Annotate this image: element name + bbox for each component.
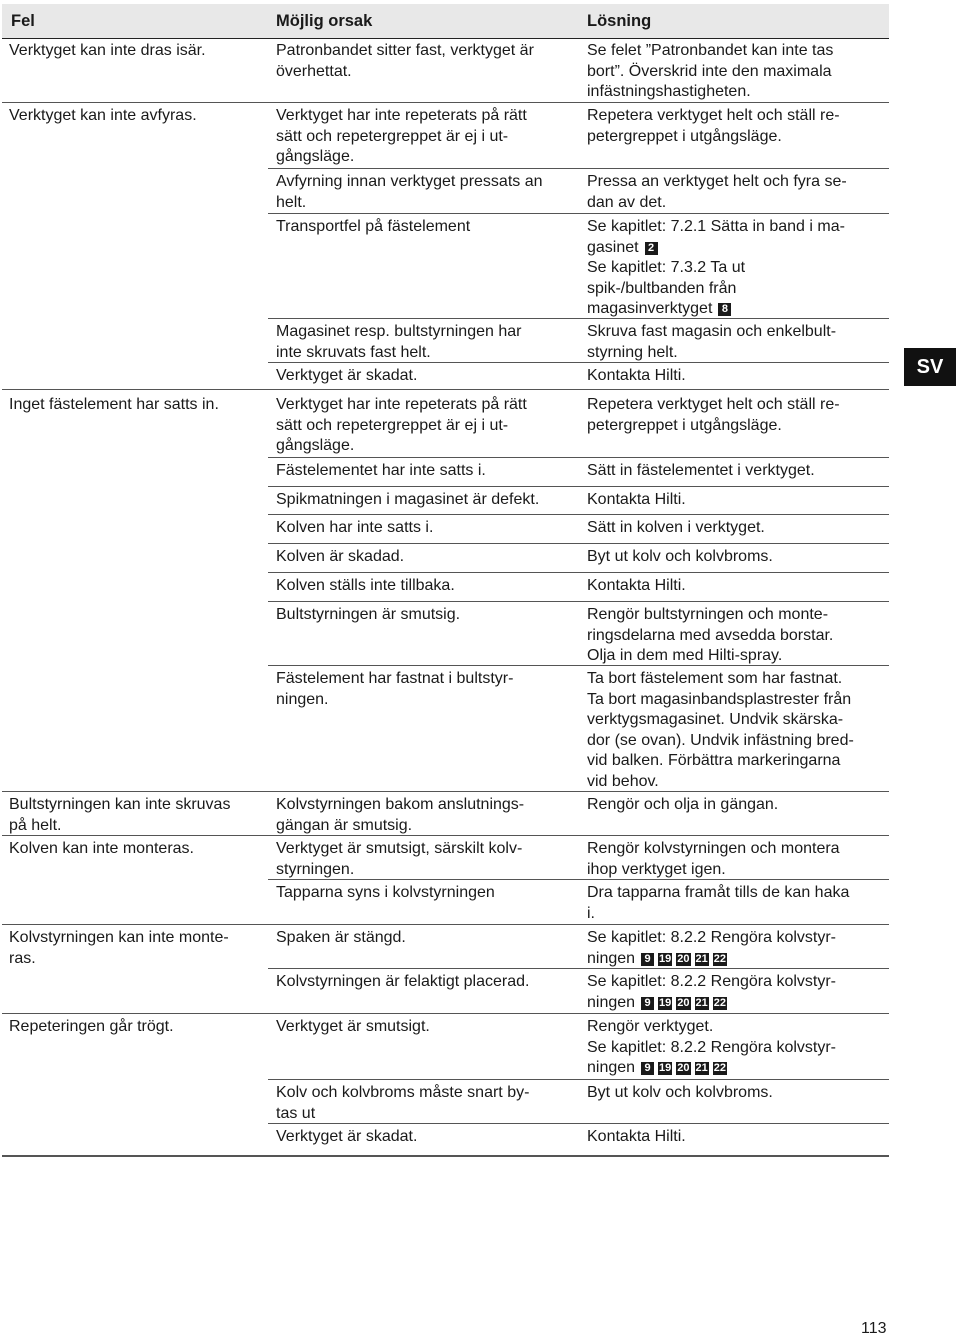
cause-text-line: helt.: [276, 193, 307, 211]
solution-text-line: Sätt in kolven i verktyget.: [587, 519, 765, 536]
cause-cell: [276, 1017, 430, 1038]
cause-cell: [276, 322, 521, 363]
cause-cell: [276, 928, 406, 949]
figure-reference-badge: 22: [713, 996, 727, 1009]
cause-text-line: gängan är smutsig.: [276, 816, 413, 834]
row-divider: [268, 572, 889, 573]
figure-reference-badge: 22: [713, 952, 727, 965]
solution-text-line: petergreppet i utgångsläge.: [587, 127, 782, 145]
solution-text-line: dan av det.: [587, 193, 667, 211]
cause-text-line: Avfyrning innan verktyget pressats an: [276, 173, 543, 190]
cause-text-line: styrningen.: [276, 860, 355, 878]
solution-text-line: Dra tapparna framåt tills de kan haka: [587, 884, 850, 901]
solution-cell: [587, 605, 833, 667]
cause-cell: [276, 669, 513, 710]
cause-text-line: Patronbandet sitter fast, verktyget är: [276, 42, 534, 59]
cause-cell: [276, 839, 522, 880]
fault-cell: [9, 1017, 174, 1038]
solution-text-line: ihop verktyget igen.: [587, 860, 726, 878]
cause-cell: [276, 461, 486, 482]
figure-reference-badge: 20: [677, 1062, 690, 1074]
solution-text-line: i.: [587, 904, 595, 922]
solution-text-line: Pressa an verktyget helt och fyra se-: [587, 173, 847, 190]
cause-text-line: Fästelementet har inte satts i.: [276, 462, 486, 479]
fault-text-line: Bultstyrningen kan inte skruvas: [9, 796, 231, 813]
fault-text-line: på helt.: [9, 816, 62, 834]
cause-text-line: Kolven har inte satts i.: [276, 519, 434, 536]
solution-text-line: Byt ut kolv och kolvbroms.: [587, 548, 773, 565]
cause-text-line: Verktyget är skadat.: [276, 367, 418, 384]
cause-cell: [276, 217, 470, 238]
solution-cell: [587, 518, 765, 539]
solution-cell: [587, 1017, 836, 1079]
cause-cell: [276, 395, 527, 457]
cause-cell: [276, 172, 543, 213]
cause-text-line: Magasinet resp. bultstyrningen har: [276, 323, 522, 340]
cause-cell: [276, 795, 524, 836]
row-divider: [268, 457, 889, 458]
solution-text-line: Rengör och olja in gängan.: [587, 796, 779, 813]
cause-cell: [276, 106, 527, 168]
cause-text-line: ningen.: [276, 690, 329, 708]
solution-text-line: Repetera verktyget helt och ställ re-: [587, 107, 840, 124]
fault-cell: [9, 839, 194, 860]
figure-reference-badge: 8: [718, 303, 731, 316]
fault-text-line: ras.: [9, 949, 36, 967]
solution-text-line: vid behov.: [587, 772, 659, 790]
cause-text-line: överhettat.: [276, 62, 352, 80]
figure-reference-badge: 9: [641, 1062, 654, 1075]
cause-text-line: Kolvstyrningen är felaktigt placerad.: [276, 973, 530, 990]
solution-text-line: spik-/bultbanden från: [587, 279, 737, 297]
header-cause: Möjlig orsak: [276, 12, 373, 30]
solution-text-line: styrning helt.: [587, 343, 678, 361]
solution-text-line: verktygsmagasinet. Undvik skärska-: [587, 711, 844, 728]
solution-cell: [587, 172, 847, 213]
solution-text-line: petergreppet i utgångsläge.: [587, 416, 782, 434]
figure-reference-badge: 21: [695, 996, 708, 1009]
solution-text-line: Repetera verktyget helt och ställ re-: [587, 396, 840, 413]
figure-reference-badge: 9: [641, 997, 654, 1010]
solution-text-line: Se kapitlet: 8.2.2 Rengöra kolvstyr-: [587, 1038, 837, 1056]
solution-text-line: Ta bort fästelement som har fastnat.: [587, 670, 843, 687]
language-tab: SV: [904, 348, 956, 386]
cause-text-line: gångsläge.: [276, 437, 355, 454]
row-divider: [2, 389, 889, 390]
cause-cell: [276, 576, 455, 597]
fault-text-line: Repeteringen går trögt.: [9, 1018, 174, 1035]
row-divider: [268, 168, 889, 169]
fault-text-line: Inget fästelement har satts in.: [9, 396, 219, 413]
cause-text-line: Verktyget är skadat.: [276, 1128, 418, 1145]
row-divider: [268, 486, 889, 487]
figure-reference-badge: 19: [659, 952, 672, 965]
solution-text-line: ningen 9 19 20 21 22: [587, 949, 727, 967]
solution-cell: [587, 928, 836, 969]
cause-text-line: Spaken är stängd.: [276, 929, 406, 946]
solution-cell: [587, 106, 840, 147]
cause-text-line: Verktyget är smutsigt.: [276, 1018, 430, 1035]
figure-reference-badge: 19: [659, 1062, 672, 1074]
solution-text-line: ningen 9 19 20 21 22: [587, 993, 727, 1011]
cause-text-line: inte skruvats fast helt.: [276, 343, 431, 361]
solution-text-line: bort”. Överskrid inte den maximala: [587, 62, 832, 80]
solution-text-line: dor (se ovan). Undvik infästning bred-: [587, 731, 854, 749]
cause-text-line: Fästelement har fastnat i bultstyr-: [276, 670, 514, 687]
solution-cell: [587, 41, 833, 103]
solution-text-line: Kontakta Hilti.: [587, 491, 686, 508]
cause-text-line: Tapparna syns i kolvstyrningen: [276, 884, 495, 901]
figure-reference-badge: 20: [677, 996, 690, 1009]
solution-cell: [587, 839, 840, 880]
solution-cell: [587, 395, 840, 436]
solution-text-line: Se felet ”Patronbandet kan inte tas: [587, 42, 834, 59]
cause-text-line: gångsläge.: [276, 148, 355, 165]
row-divider: [268, 543, 889, 544]
cause-cell: [276, 972, 529, 993]
cause-cell: [276, 366, 417, 387]
figure-reference-badge: 2: [645, 242, 658, 255]
row-divider: [268, 601, 889, 602]
row-divider: [2, 1155, 889, 1157]
solution-cell: [587, 547, 773, 568]
cause-cell: [276, 1083, 529, 1124]
cause-cell: [276, 547, 404, 568]
solution-text-line: vid balken. Förbättra markeringarna: [587, 752, 841, 769]
header-fault: Fel: [11, 12, 35, 30]
solution-text-line: Rengör verktyget.: [587, 1018, 714, 1035]
figure-reference-badge: 21: [695, 952, 708, 965]
cause-text-line: Bultstyrningen är smutsig.: [276, 606, 461, 623]
cause-text-line: Verktyget har inte repeterats på rätt: [276, 107, 527, 124]
cause-text-line: Kolvstyrningen bakom anslutnings-: [276, 796, 525, 813]
figure-reference-badge: 20: [677, 952, 690, 965]
row-divider: [268, 514, 889, 515]
row-divider: [268, 1079, 889, 1080]
solution-text-line: Ta bort magasinbandsplastrester från: [587, 690, 852, 708]
solution-cell: [587, 669, 854, 792]
solution-text-line: Kontakta Hilti.: [587, 577, 686, 594]
solution-text-line: Sätt in fästelementet i verktyget.: [587, 462, 815, 479]
solution-text-line: Se kapitlet: 7.3.2 Ta ut: [587, 259, 746, 276]
cause-cell: [276, 490, 539, 511]
fault-text-line: Verktyget kan inte dras isär.: [9, 42, 206, 59]
cause-text-line: sätt och repetergreppet är ej i ut-: [276, 127, 509, 145]
solution-cell: [587, 972, 836, 1013]
fault-cell: [9, 928, 229, 969]
fault-cell: [9, 395, 219, 416]
fault-text-line: Kolvstyrningen kan inte monte-: [9, 929, 229, 946]
solution-text-line: Kontakta Hilti.: [587, 1128, 686, 1145]
cause-text-line: sätt och repetergreppet är ej i ut-: [276, 416, 509, 434]
header-solution: Lösning: [587, 12, 652, 30]
solution-cell: [587, 795, 778, 816]
solution-text-line: Skruva fast magasin och enkelbult-: [587, 323, 837, 340]
solution-text-line: Se kapitlet: 8.2.2 Rengöra kolvstyr-: [587, 973, 837, 990]
solution-cell: [587, 217, 845, 320]
table-header: [2, 4, 889, 39]
solution-cell: [587, 576, 686, 597]
cause-cell: [276, 41, 534, 82]
row-divider: [268, 213, 889, 214]
solution-cell: [587, 1083, 773, 1104]
solution-text-line: Rengör kolvstyrningen och montera: [587, 840, 840, 857]
row-divider: [2, 924, 889, 925]
page-number: 113: [861, 1320, 887, 1337]
solution-cell: [587, 883, 849, 924]
cause-text-line: Spikmatningen i magasinet är defekt.: [276, 491, 540, 508]
solution-text-line: Se kapitlet: 8.2.2 Rengöra kolvstyr-: [587, 929, 837, 946]
solution-text-line: gasinet 2: [587, 238, 845, 259]
cause-cell: [276, 518, 433, 539]
solution-text-line: Se kapitlet: 7.2.1 Sätta in band i ma-: [587, 218, 845, 235]
cause-cell: [276, 605, 460, 626]
solution-text-line: magasinverktyget 8: [587, 299, 845, 320]
fault-cell: [9, 795, 230, 836]
cause-cell: [276, 1127, 417, 1148]
solution-cell: [587, 322, 836, 363]
solution-cell: [587, 461, 815, 482]
cause-text-line: Kolven ställs inte tillbaka.: [276, 577, 455, 594]
solution-text-line: ringsdelarna med avsedda borstar.: [587, 626, 834, 644]
cause-text-line: Kolv och kolvbroms måste snart by-: [276, 1084, 530, 1101]
fault-text-line: Verktyget kan inte avfyras.: [9, 107, 197, 124]
cause-text-line: Verktyget har inte repeterats på rätt: [276, 396, 527, 413]
cause-text-line: tas ut: [276, 1104, 316, 1122]
fault-cell: [9, 106, 197, 127]
fault-text-line: Kolven kan inte monteras.: [9, 840, 194, 857]
cause-text-line: Transportfel på fästelement: [276, 218, 471, 235]
solution-cell: [587, 366, 686, 387]
row-divider: [2, 1013, 889, 1014]
figure-reference-badge: 22: [713, 1062, 727, 1074]
solution-cell: [587, 490, 686, 511]
cause-text-line: Verktyget är smutsigt, särskilt kolv-: [276, 840, 523, 857]
solution-text-line: infästningshastigheten.: [587, 83, 751, 100]
solution-text-line: Rengör bultstyrningen och monte-: [587, 606, 829, 623]
solution-text-line: ningen 9 19 20 21 22: [587, 1059, 727, 1076]
solution-cell: [587, 1127, 686, 1148]
figure-reference-badge: 9: [641, 953, 654, 966]
cause-text-line: Kolven är skadad.: [276, 548, 405, 565]
figure-reference-badge: 21: [695, 1062, 708, 1074]
figure-reference-badge: 19: [659, 996, 672, 1009]
solution-text-line: Kontakta Hilti.: [587, 367, 686, 384]
solution-text-line: Byt ut kolv och kolvbroms.: [587, 1084, 773, 1101]
solution-text-line: Olja in dem med Hilti-spray.: [587, 647, 783, 664]
cause-cell: [276, 883, 495, 904]
fault-cell: [9, 41, 206, 62]
